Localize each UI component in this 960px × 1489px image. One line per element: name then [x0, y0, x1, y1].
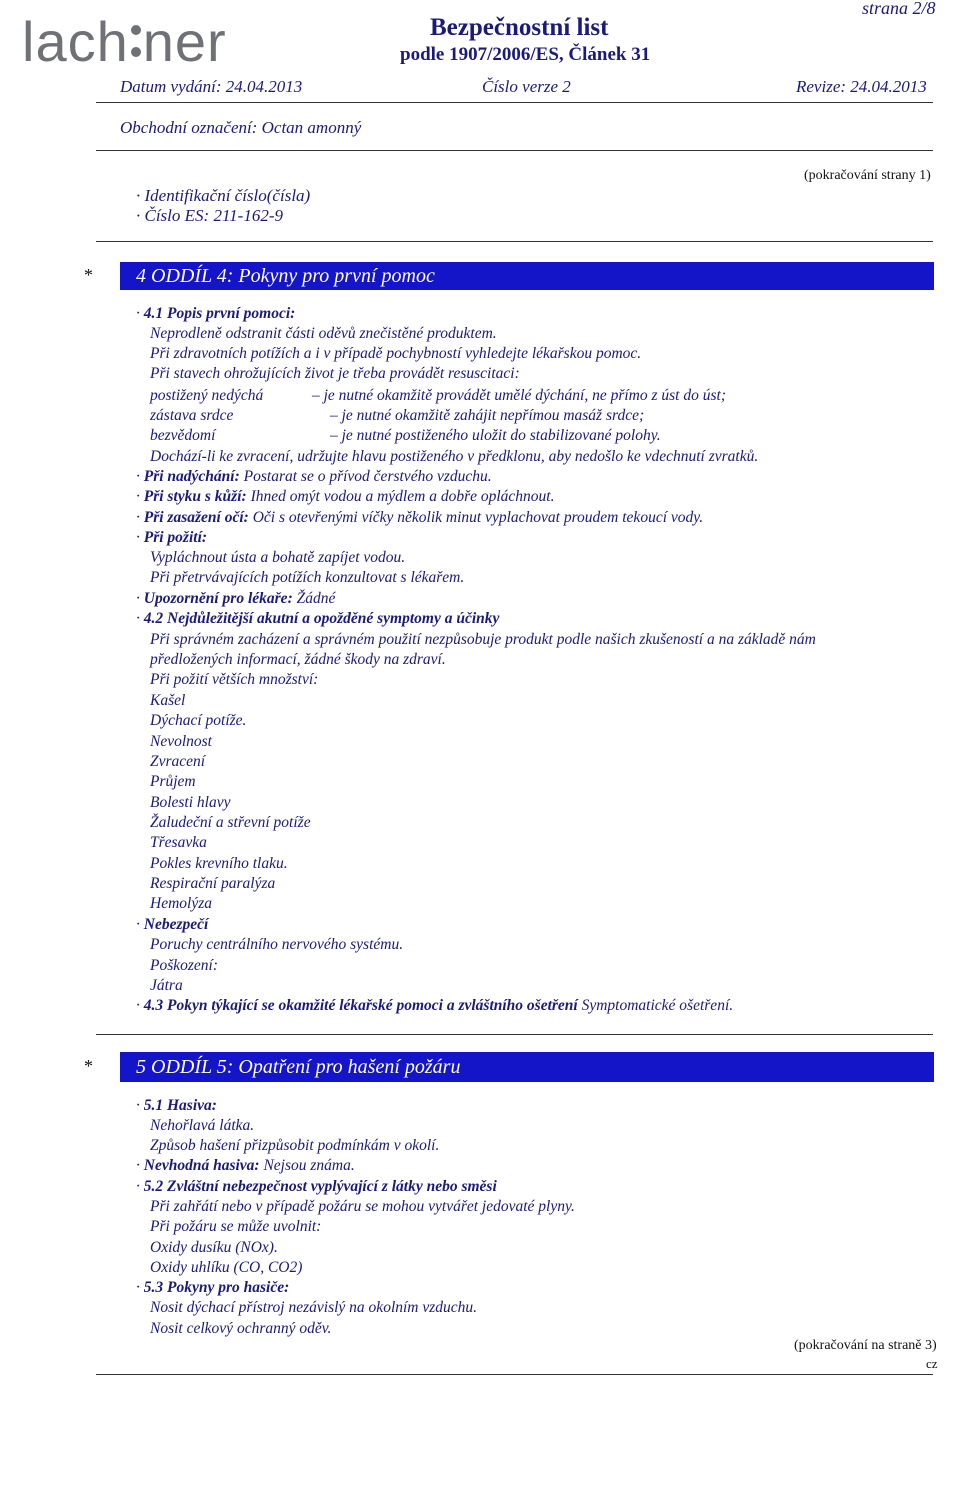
eye-label: Při zasažení očí: [143, 509, 249, 526]
unsuitable-media-item: · Nevhodná hasiva: Nejsou známa. [136, 1157, 355, 1174]
eye-item: · Při zasažení očí: Oči s otevřenými víčky několik minut vyplachovat proudem tekoucí vody. [136, 509, 704, 526]
danger-item: · Nebezpečí [136, 916, 209, 933]
resus-condition: bezvědomí [150, 427, 216, 444]
symptom-item: Průjem [150, 773, 196, 790]
document-title: Bezpečnostní list [430, 14, 609, 41]
text-line: Při přetrvávajících potížích konzultovat s lékařem. [150, 569, 465, 586]
eye-text: Oči s otevřenými víčky několik minut vyplachovat proudem tekoucí vody. [252, 509, 704, 526]
section4-3-title: 4.3 Pokyn týkající se okamžité lékařské pomoci a zvláštního ošetření [143, 997, 578, 1014]
text-line: Nosit dýchací přístroj nezávislý na okolním vzduchu. [150, 1299, 478, 1316]
lachner-logo: lach ner [22, 10, 227, 73]
text-line: Játra [150, 977, 183, 994]
symptom-item: Hemolýza [150, 895, 212, 912]
section5-3-title: 5.3 Pokyny pro hasiče: [143, 1279, 290, 1296]
continuation-note-top: (pokračování strany 1) [804, 168, 931, 183]
symptom-item: Bolesti hlavy [150, 794, 231, 811]
text-line: Při správném zacházení a správném použití nezpůsobuje produkt podle našich zkušeností a na základě nám [150, 631, 816, 648]
header-divider [96, 102, 933, 103]
text-line: Nosit celkový ochranný oděv. [150, 1320, 332, 1337]
ingestion-label: Při požití: [143, 529, 208, 546]
section4-3-heading: · 4.3 Pokyn týkající se okamžité lékařské pomoci a zvláštního ošetření Symptomatické ošetření. [136, 997, 734, 1014]
es-number: · Číslo ES: 211-162-9 [136, 206, 284, 225]
skin-label: Při styku s kůží: [143, 488, 247, 505]
symptom-item: Pokles krevního tlaku. [150, 855, 288, 872]
symptom-item: Žaludeční a střevní potíže [150, 814, 311, 831]
symptom-item: Respirační paralýza [150, 875, 276, 892]
trade-name: Obchodní označení: Octan amonný [120, 118, 362, 137]
text-line: Nehořlavá látka. [150, 1117, 255, 1134]
doctor-note-item: · Upozornění pro lékaře: Žádné [136, 590, 336, 607]
section5-2-heading: · 5.2 Zvláštní nebezpečnost vyplývající z látky nebo směsi [136, 1178, 497, 1195]
text-line: Neprodleně odstranit části oděvů znečistěné produktem. [150, 325, 497, 342]
issue-date: Datum vydání: 24.04.2013 [120, 77, 303, 96]
resus-condition: postižený nedýchá [150, 387, 264, 404]
section-divider-1 [96, 241, 933, 242]
page-number: strana 2/8 [862, 0, 936, 18]
resus-action: – je nutné postiženého uložit do stabilizované polohy. [330, 427, 661, 444]
section5-heading [120, 1052, 934, 1082]
resus-action: – je nutné okamžitě provádět umělé dýchání, ne přímo z úst do úst; [312, 387, 726, 404]
text-line: Při požití větších množství: [150, 671, 319, 688]
section4-title: 4 ODDÍL 4: Pokyny pro první pomoc [136, 265, 435, 287]
symptom-item: Kašel [150, 692, 186, 709]
language-code: cz [926, 1356, 938, 1371]
section4-1-heading: · 4.1 Popis první pomoci: [136, 305, 296, 322]
version-number: Číslo verze 2 [482, 77, 571, 96]
text-line: Poškození: [150, 957, 219, 974]
text-line: Při zdravotních potížích a i v případě pochybností vyhledejte lékařskou pomoc. [150, 345, 642, 362]
doctor-note-label: Upozornění pro lékaře: [143, 590, 293, 607]
symptom-item: Třesavka [150, 834, 207, 851]
text-line: Poruchy centrálního nervového systému. [150, 936, 404, 953]
section5-title: 5 ODDÍL 5: Opatření pro hašení požáru [136, 1056, 461, 1078]
skin-text: Ihned omýt vodou a mýdlem a dobře opláchnout. [250, 488, 555, 505]
inhalation-text: Postarat se o přívod čerstvého vzduchu. [243, 468, 492, 485]
revision-date: Revize: 24.04.2013 [796, 77, 927, 96]
text-line: Oxidy uhlíku (CO, CO2) [150, 1259, 303, 1276]
section4-change-marker: * [84, 265, 93, 285]
identification-label: · Identifikační číslo(čísla) [136, 186, 311, 205]
text-line: Způsob hašení přizpůsobit podmínkám v okolí. [150, 1137, 440, 1154]
section4-2-title: 4.2 Nejdůležitější akutní a opožděné symptomy a účinky [143, 610, 500, 627]
section5-3-heading: · 5.3 Pokyny pro hasiče: [136, 1279, 290, 1296]
section4-2-heading: · 4.2 Nejdůležitější akutní a opožděné symptomy a účinky [136, 610, 500, 627]
unsuitable-media-text: Nejsou známa. [263, 1157, 355, 1174]
symptom-item: Zvracení [150, 753, 206, 770]
text-line: Při stavech ohrožujících život je třeba provádět resuscitaci: [150, 365, 520, 382]
danger-label: Nebezpečí [143, 916, 209, 933]
symptom-item: Nevolnost [150, 733, 212, 750]
text-line: Dochází-li ke zvracení, udržujte hlavu postiženého v předklonu, aby nedošlo ke vdechnutí zvratků. [150, 448, 759, 465]
document-subtitle: podle 1907/2006/ES, Článek 31 [400, 44, 651, 65]
section5-1-heading: · 5.1 Hasiva: [136, 1097, 217, 1114]
text-line: Při zahřátí nebo v případě požáru se mohou vytvářet jedovaté plyny. [150, 1198, 575, 1215]
skin-item: · Při styku s kůží: Ihned omýt vodou a mýdlem a dobře opláchnout. [136, 488, 555, 505]
section5-change-marker: * [84, 1056, 93, 1076]
logo-colon-icon [129, 21, 143, 61]
section5-1-title: 5.1 Hasiva: [143, 1097, 217, 1114]
resus-action: – je nutné okamžitě zahájit nepřímou masáž srdce; [330, 407, 645, 424]
section4-heading [120, 262, 934, 290]
section-divider-2 [96, 1034, 933, 1035]
section4-1-title: 4.1 Popis první pomoci: [143, 305, 296, 322]
unsuitable-media-label: Nevhodná hasiva: [143, 1157, 260, 1174]
section4-3-text: Symptomatické ošetření. [581, 997, 734, 1014]
text-line: Vypláchnout ústa a bohatě zapíjet vodou. [150, 549, 406, 566]
section5-2-title: 5.2 Zvláštní nebezpečnost vyplývající z látky nebo směsi [143, 1178, 497, 1195]
symptom-item: Dýchací potíže. [150, 712, 247, 729]
continuation-note-bottom: (pokračování na straně 3) [794, 1338, 937, 1353]
resus-condition: zástava srdce [150, 407, 234, 424]
text-line: předložených informací, žádné škody na zdraví. [150, 651, 446, 668]
footer-divider [96, 1374, 933, 1375]
trade-divider [96, 150, 933, 151]
ingestion-item: · Při požití: [136, 529, 208, 546]
inhalation-label: Při nadýchání: [143, 468, 240, 485]
text-line: Oxidy dusíku (NOx). [150, 1239, 278, 1256]
inhalation-item: · Při nadýchání: Postarat se o přívod čerstvého vzduchu. [136, 468, 492, 485]
doctor-note-text: Žádné [296, 590, 336, 607]
text-line: Při požáru se může uvolnit: [150, 1218, 322, 1235]
